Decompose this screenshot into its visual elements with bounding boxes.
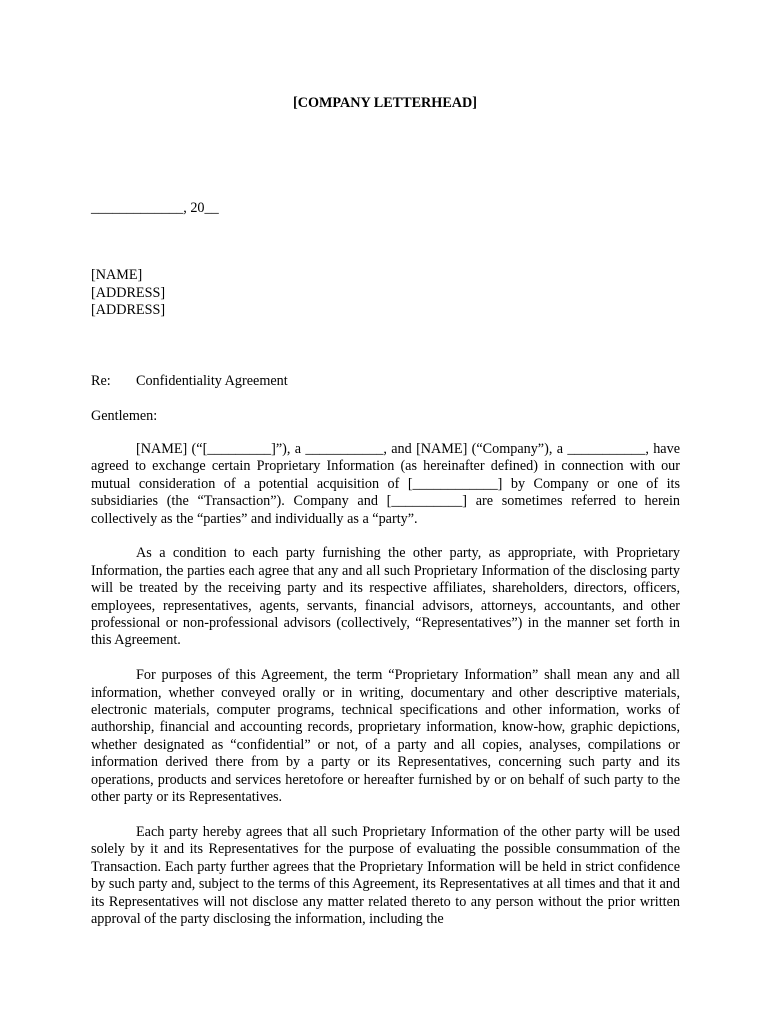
- body-paragraph-3: For purposes of this Agreement, the term “Proprietary Information” shall mean any and all information, whether conveyed orally or in writing, documentary and other descriptive materials, electronic materials, computer programs, technical specifications and other information, works of authorship, financial and accounting records, proprietary information, know-how, graphic depictions, whether designated as “confidential” or not, of a party and all copies, analyses, compilations or information derived there from by a party or its Representatives, concerning such party and its operations, products and services heretofore or hereafter furnished by or on behalf of such party to the other party or its Representatives.: [91, 667, 680, 806]
- date-line: _____________, 20__: [91, 200, 219, 216]
- recipient-address-line-1: [ADDRESS]: [91, 284, 166, 301]
- recipient-address-line-2: [ADDRESS]: [91, 302, 166, 318]
- letter-body: [91, 441, 680, 946]
- salutation: Gentlemen:: [91, 408, 158, 424]
- subject-line: [91, 372, 288, 390]
- body-paragraph-2: As a condition to each party furnishing the other party, as appropriate, with Proprietary Information, the parties each agree that any and all such Proprietary Information of the disclosing party will be treated by the receiving party and its respective affiliates, shareholders, directors, officers, employees, representatives, agents, servants, financial advisors, attorneys, accountants, and other professional or non-professional advisors (collectively, “Representatives”) in the manner set forth in this Agreement.: [91, 545, 680, 649]
- body-paragraph-1: [NAME] (“[_________]”), a ___________, and [NAME] (“Company”), a ___________, have agreed to exchange certain Proprietary Information (as hereinafter defined) in connection with our mutual consideration of a potential acquisition of [____________] by Company or one of its subsidiaries (the “Transaction”). Company and [__________] are sometimes referred to herein collectively as the “parties” and individually as a “party”.: [91, 441, 680, 527]
- subject-label: Re:: [91, 373, 111, 389]
- company-letterhead: [COMPANY LETTERHEAD]: [292, 95, 478, 111]
- recipient-block: [91, 267, 165, 320]
- subject-text: Confidentiality Agreement: [136, 373, 288, 389]
- recipient-name: [NAME]: [91, 267, 143, 283]
- body-paragraph-4: Each party hereby agrees that all such Proprietary Information of the other party will be used solely by it and its Representatives for the purpose of evaluating the possible consummation of the Transaction. Each party further agrees that the Proprietary Information will be held in strict confidence by such party and, subject to the terms of this Agreement, its Representatives at all times and that it and its Representatives will not disclose any matter related thereto to any person without the prior written approval of the party disclosing the information, including the: [91, 823, 680, 927]
